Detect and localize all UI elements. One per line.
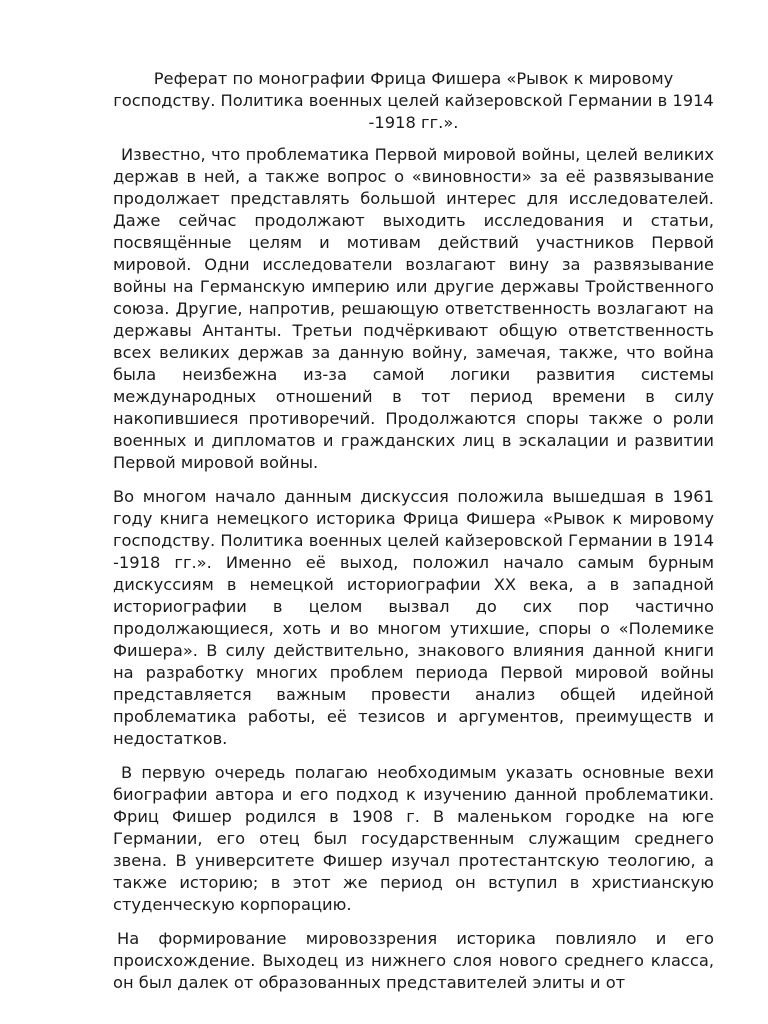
paragraph-3: В первую очередь полагаю необходимым указать основные вехи биографии автора и его подход к изучению данной проблематики. Фриц Фишер родился в 1908 г. В маленьком городке на юге Германии, его отец был государственным служащим среднего звена. В университете Фишер изучал протестантскую теологию, а также историю; в этот же период он вступил в христианскую студенческую корпорацию.	[113, 763, 714, 914]
paragraph-2: Во многом начало данным дискуссия положила вышедшая в 1961 году книга немецкого историка Фрица Фишера «Рывок к мировому господству. Политика военных целей кайзеровской Германии в 1914 -1918 гг.». Именно её выход, положил начало самым бурным дискуссиям в немецкой историографии XX века, а в западной историографии в целом вызвал до сих пор частично продолжающиеся, хоть и во многом утихшие, споры о «Полемике Фишера». В силу действительно, знакового влияния данной книги на разработку многих проблем периода Первой мировой войны представляется важным провести анализ общей идейной проблематика работы, её тезисов и аргументов, преимуществ и недостатков.	[113, 487, 714, 748]
paragraph-4: На формирование мировоззрения историка повлияло и его происхождение. Выходец из нижнего слоя нового среднего класса, он был далек от образованных представителей элиты и от	[113, 929, 714, 992]
paragraph-1: Известно, что проблематика Первой мировой войны, целей великих держав в ней, а также вопрос о «виновности» за её развязывание продолжает представлять большой интерес для исследователей. Даже сейчас продолжают выходить исследования и статьи, посвящённые целям и мотивам действий участников Первой мировой. Одни исследователи возлагают вину за развязывание войны на Германскую империю или другие державы Тройственного союза. Другие, напротив, решающую ответственность возлагают на державы Антанты. Третьи подчёркивают общую ответственность всех великих держав за данную войну, замечая, также, что война была неизбежна из-за самой логики развития системы международных отношений в тот период времени в силу накопившиеся противоречий. Продолжаются споры также о роли военных и дипломатов и гражданских лиц в эскалации и развитии Первой мировой войны.	[113, 145, 714, 472]
document-body	[113, 68, 714, 1006]
document-title: Реферат по монографии Фрица Фишера «Рывок к мировому господству. Политика военных целей кайзеровской Германии в 1914 -1918 гг.».	[113, 69, 714, 132]
